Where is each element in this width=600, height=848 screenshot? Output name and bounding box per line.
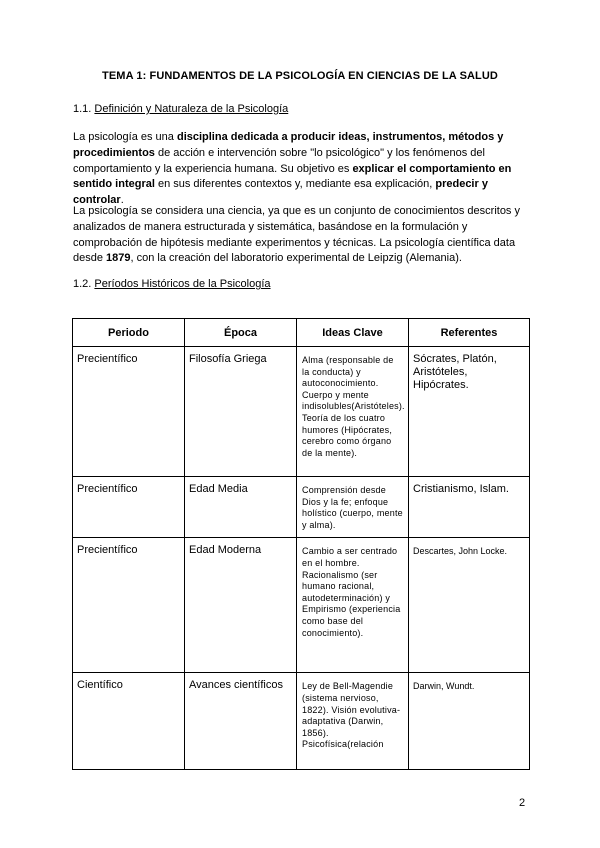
table-row [73, 477, 530, 538]
table-header-row [73, 319, 530, 347]
cell-referentes: Sócrates, Platón, Aristóteles, Hipócrates. [409, 347, 530, 477]
page-number: 2 [519, 797, 526, 809]
cell-epoca: Filosofía Griega [185, 347, 297, 477]
cell-periodo: Científico [73, 673, 185, 770]
bold-run: explicar el comportamiento en sentido integral [73, 162, 512, 191]
header-ideas-clave: Ideas Clave [297, 319, 409, 347]
text-run: La psicología se considera una ciencia, ya que es un conjunto de conocimientos descritos y analizados de manera estructurada y sistemática, basándose en la formulación y comprobación de hipótesis mediante experimentos y técnicas. La psicología científica data desde [73, 205, 520, 265]
section-number: 1.2. [73, 278, 92, 290]
cell-referentes: Darwin, Wundt. [409, 673, 530, 770]
cell-ideas: Ley de Bell-Magendie (sistema nervioso, 1822). Visión evolutiva-adaptativa (Darwin, 1856). Psicofísica(relación [297, 673, 409, 770]
paragraph-definition [73, 130, 533, 209]
paragraph-science [73, 204, 533, 267]
document-title: TEMA 1: FUNDAMENTOS DE LA PSICOLOGÍA EN CIENCIAS DE LA SALUD [102, 70, 498, 82]
cell-epoca: Avances científicos [185, 673, 297, 770]
cell-epoca: Edad Moderna [185, 538, 297, 673]
text-run: de acción e intervención sobre "lo psicológico" y los fenómenos del comportamiento y la experiencia humana. Su objetivo es [73, 146, 485, 175]
cell-ideas: Cambio a ser centrado en el hombre. Racionalismo (ser humano racional, autodeterminación) y Empirismo (experiencia como base del conocimiento). [297, 538, 409, 673]
text-run: La psicología es una [73, 131, 177, 143]
cell-periodo: Precientífico [73, 477, 185, 538]
cell-epoca: Edad Media [185, 477, 297, 538]
table-row [73, 538, 530, 673]
header-referentes: Referentes [409, 319, 530, 347]
header-epoca: Época [185, 319, 297, 347]
cell-ideas: Alma (responsable de la conducta) y autoconocimiento. Cuerpo y mente indisolubles(Aristóteles). Teoría de los cuatro humores (Hipócrates, cerebro como órgano de la mente). [297, 347, 409, 477]
cell-ideas: Comprensión desde Dios y la fe; enfoque holístico (cuerpo, mente y alma). [297, 477, 409, 538]
cell-periodo: Precientífico [73, 538, 185, 673]
text-run: . [120, 194, 124, 207]
table-row [73, 673, 530, 770]
section-number: 1.1. [73, 103, 92, 115]
section-title: Períodos Históricos de la Psicología [94, 278, 271, 290]
bold-run: 1879 [106, 252, 131, 265]
header-periodo: Periodo [73, 319, 185, 347]
table-row [73, 347, 530, 477]
section-heading-1-2 [73, 278, 271, 290]
periods-table [72, 318, 530, 770]
text-run: , con la creación del laboratorio experimental de Leipzig (Alemania). [130, 252, 462, 265]
section-heading-1-1 [73, 103, 288, 115]
cell-periodo: Precientífico [73, 347, 185, 477]
bold-run: predecir y controlar [73, 178, 488, 207]
cell-referentes: Descartes, John Locke. [409, 538, 530, 673]
text-run: en sus diferentes contextos y, mediante esa explicación, [154, 178, 436, 191]
cell-referentes: Cristianismo, Islam. [409, 477, 530, 538]
section-title: Definición y Naturaleza de la Psicología [94, 103, 289, 115]
bold-run: disciplina dedicada a producir ideas, instrumentos, métodos y procedimientos [73, 131, 504, 159]
